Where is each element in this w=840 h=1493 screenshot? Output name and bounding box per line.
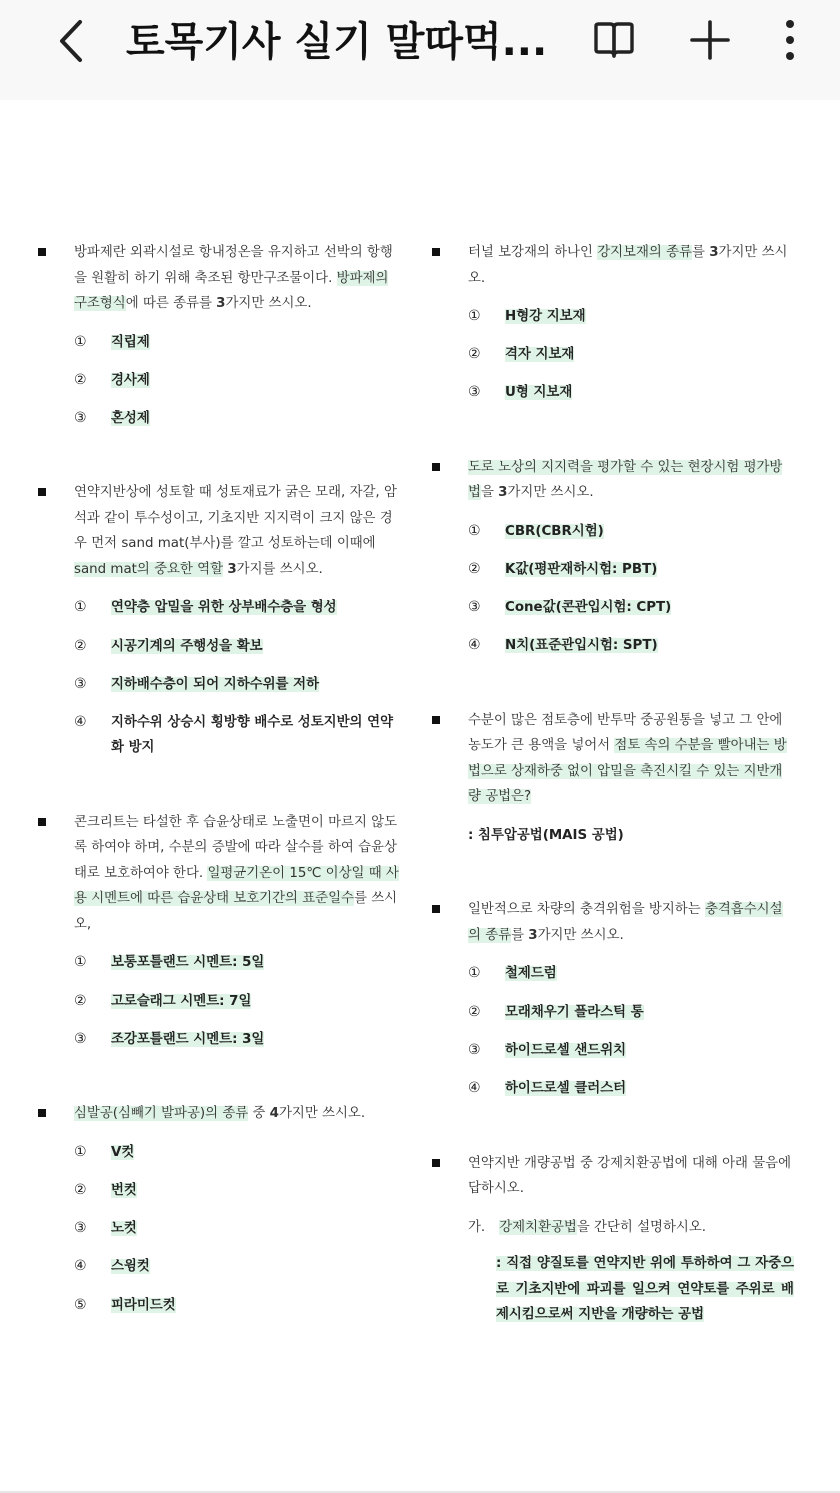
bullet-square-icon — [432, 1159, 440, 1167]
answer-number: ③ — [74, 409, 87, 426]
answer-item — [36, 710, 400, 761]
answer-item — [36, 950, 400, 976]
question-segment: 를 — [511, 927, 529, 943]
answer-item — [36, 1216, 400, 1242]
bullet-square-icon — [432, 248, 440, 256]
left-column — [36, 240, 400, 1367]
bullet-square-icon — [38, 1109, 46, 1117]
answer-item — [430, 304, 794, 330]
highlighted-text: 도로 노상의 지지력을 평가할 수 있는 현장시험 평가방법 — [468, 459, 783, 501]
answer-list — [430, 304, 794, 406]
back-arrow-icon[interactable] — [50, 14, 94, 68]
question-block — [430, 897, 794, 1101]
answer-number: ① — [468, 522, 481, 539]
question-text — [430, 455, 794, 506]
question-segment: 3 — [498, 485, 508, 501]
question-segment: 중 — [248, 1106, 270, 1122]
answer-number: ② — [468, 1003, 481, 1020]
answer-number: ② — [468, 561, 481, 578]
answer-number: ② — [468, 346, 481, 363]
question-segment: 연약지반 개량공법 중 강제치환공법에 대해 아래 물음에 답하시오. — [468, 1155, 792, 1196]
highlighted-text: 강지보재의 종류 — [597, 245, 692, 260]
answer-item — [36, 1140, 400, 1166]
answer-text: 직립제 — [111, 334, 150, 350]
question-text — [430, 708, 794, 810]
answer-item — [430, 1038, 794, 1064]
answer-number: ④ — [468, 637, 481, 654]
answer-number: ① — [74, 954, 87, 971]
question-text — [36, 1101, 400, 1127]
answer-text: 스윙컷 — [111, 1259, 150, 1275]
highlighted-text: 점토 속의 수분을 빨아내는 방법으로 상재하중 없이 압밀을 촉진시킬 수 있는 지반개량 공법은? — [468, 738, 787, 805]
question-text — [430, 1151, 794, 1202]
question-segment: 3 — [227, 561, 237, 577]
answer-item — [36, 1254, 400, 1280]
answer-item — [36, 634, 400, 660]
answer-number: ③ — [468, 1041, 481, 1058]
question-segment: 가지만 쓰시오. — [468, 245, 788, 286]
answer-text: 지하배수층이 되어 지하수위를 저하 — [111, 676, 320, 692]
answer-text: U형 지보재 — [505, 385, 573, 401]
question-text — [36, 480, 400, 582]
answer-text: 지하수위 상승시 횡방향 배수로 성토지반의 연약화 방지 — [111, 714, 394, 756]
answer-text: 연약층 압밀을 위한 상부배수층을 형성 — [111, 600, 337, 616]
answer-number: ③ — [74, 1030, 87, 1047]
answer-number: ① — [468, 965, 481, 982]
highlighted-text: sand mat의 중요한 역할 — [74, 561, 224, 577]
answer-list — [430, 961, 794, 1101]
highlighted-text: 일평균기온이 15℃ 이상일 때 사용 시멘트에 따른 습윤상태 보호기간의 표준일수 — [74, 865, 399, 907]
question-text — [430, 240, 794, 291]
answer-number: ① — [74, 599, 87, 616]
bullet-square-icon — [432, 905, 440, 913]
answer-item — [430, 1076, 794, 1102]
answer-number: ② — [74, 371, 87, 388]
answer-number: ② — [74, 992, 87, 1009]
highlighted-text: 심발공(심빼기 발파공)의 종류 — [74, 1106, 249, 1122]
answer-number: ③ — [74, 1220, 87, 1237]
sub-question — [430, 1215, 794, 1241]
sub-answer — [430, 1251, 794, 1328]
answer-text: CBR(CBR시험) — [505, 523, 604, 539]
answer-item — [430, 380, 794, 406]
answer-number: ① — [468, 308, 481, 324]
more-options-kebab-icon[interactable] — [766, 16, 814, 64]
answer-item — [430, 342, 794, 368]
bullet-square-icon — [38, 818, 46, 826]
right-column — [430, 240, 794, 1377]
question-segment: 가지만 쓰시오. — [225, 296, 312, 311]
answer-item — [36, 330, 400, 356]
answer-item — [36, 595, 400, 621]
question-segment: 일반적으로 차량의 충격위험을 방지하는 — [468, 902, 705, 918]
top-app-bar — [0, 0, 840, 101]
answer-text: 하이드로셀 클러스터 — [505, 1081, 627, 1096]
answer-item — [430, 519, 794, 545]
question-segment: 를 — [692, 245, 710, 260]
answer-item — [36, 1027, 400, 1053]
answer-text: 격자 지보재 — [505, 347, 575, 363]
answer-number: ④ — [468, 1080, 481, 1096]
answer-list — [36, 330, 400, 432]
answer-number: ⑤ — [74, 1296, 87, 1313]
answer-text: : 직접 양질토를 연약지반 위에 투하하여 그 자중으로 기초지반에 파괴를 일으켜 연약토를 주위로 배제시킴으로써 지반을 개량하는 공법 — [496, 1256, 794, 1322]
question-segment: 수분이 많은 점토층에 반투막 중공원통을 넣고 그 안에 농도가 큰 용액을 넣어서 — [468, 712, 783, 754]
question-segment: 를 쓰시오, — [74, 891, 398, 932]
answer-text: Cone값(콘관입시험: CPT) — [505, 600, 672, 616]
answer-text: 혼성제 — [111, 410, 150, 426]
answer-item — [430, 595, 794, 621]
answer-text: 노컷 — [111, 1221, 137, 1237]
answer-item — [430, 633, 794, 659]
question-segment: 4 — [269, 1106, 279, 1122]
question-text — [430, 897, 794, 948]
answer-item — [430, 961, 794, 987]
answer-number: ③ — [468, 599, 481, 616]
answer-number: ① — [74, 333, 87, 350]
answer-text: 보통포틀랜드 시멘트: 5일 — [111, 955, 265, 971]
question-block — [430, 240, 794, 406]
answer-list — [36, 1140, 400, 1318]
bullet-square-icon — [38, 248, 46, 256]
answer-number: ① — [74, 1143, 87, 1160]
question-text — [36, 810, 400, 938]
highlighted-text: 강제치환공법 — [499, 1219, 577, 1235]
sub-question-marker: 가. — [468, 1219, 486, 1235]
answer-text: 경사제 — [111, 372, 150, 388]
answer-list — [430, 519, 794, 659]
question-segment: 터널 보강재의 하나인 — [468, 245, 598, 260]
question-segment: 3 — [216, 296, 226, 311]
question-segment: 콘크리트는 타설한 후 습윤상태로 노출면이 마르지 않도록 하여야 하며, 수분의 증발에 따라 살수를 하여 습윤상태로 보호하여야 한다. — [74, 814, 398, 881]
answer-number: ③ — [74, 675, 87, 692]
answer-text: 피라미드컷 — [111, 1297, 176, 1313]
answer-text: 번컷 — [111, 1183, 137, 1198]
question-block — [430, 1151, 794, 1328]
question-block — [36, 810, 400, 1052]
highlighted-text: 충격흡수시설의 종류 — [468, 902, 783, 943]
document-page — [0, 100, 840, 1493]
answer-text: 모래채우기 플라스틱 통 — [505, 1004, 644, 1020]
question-block — [430, 708, 794, 849]
question-text — [36, 240, 400, 317]
question-segment: 에 따른 종류를 — [125, 296, 217, 311]
question-segment: 을 — [480, 485, 499, 501]
answer-number: ④ — [74, 713, 87, 730]
question-block — [430, 455, 794, 659]
answer-text: 시공기계의 주행성을 확보 — [111, 638, 263, 654]
bullet-square-icon — [432, 463, 440, 471]
answer-text: 고로슬래그 시멘트: 7일 — [111, 993, 252, 1009]
answer-text: 조강포틀랜드 시멘트: 3일 — [111, 1031, 265, 1047]
answer-list — [36, 950, 400, 1052]
question-segment: 가지만 쓰시오. — [507, 485, 594, 501]
answer-item — [430, 557, 794, 583]
answer-number: ② — [74, 637, 87, 654]
answer-list — [36, 595, 400, 761]
answer-item — [36, 368, 400, 394]
question-segment: 가지만 쓰시오. — [278, 1106, 366, 1122]
bullet-square-icon — [38, 488, 46, 496]
answer-item — [36, 989, 400, 1015]
answer-item — [36, 406, 400, 432]
question-segment: 가지만 쓰시오. — [537, 927, 624, 943]
answer-text: H형강 지보재 — [505, 309, 586, 324]
question-segment: 을 간단히 설명하시오. — [576, 1219, 707, 1235]
highlighted-text: 방파제의 구조형식 — [74, 270, 389, 311]
bullet-square-icon — [432, 716, 440, 724]
question-segment: 연약지반상에 성토할 때 성토재료가 굵은 모래, 자갈, 암석과 같이 투수성이고, 기초지반 지지력이 크지 않은 경우 먼저 sand mat(부사)를 깔고 성토하는데 이때에 — [74, 485, 397, 552]
add-plus-icon[interactable] — [686, 16, 734, 64]
answer-text: V컷 — [111, 1144, 135, 1160]
question-segment: 방파제란 외곽시설로 항내정온을 유지하고 선박의 항행을 원활히 하기 위해 축조된 항만구조물이다. — [74, 245, 393, 286]
question-block — [36, 480, 400, 761]
question-block — [36, 240, 400, 431]
answer-item — [36, 1293, 400, 1319]
answer-text: K값(평판재하시험: PBT) — [505, 562, 658, 578]
answer-text: 철제드럼 — [505, 966, 557, 982]
answer-item — [36, 672, 400, 698]
answer-text: 하이드로셀 샌드위치 — [505, 1042, 627, 1058]
document-title: 토목기사 실기 말따먹... — [126, 19, 548, 65]
question-segment: 3 — [709, 245, 719, 260]
answer-number: ③ — [468, 384, 481, 401]
question-segment: 3 — [528, 927, 538, 943]
reading-mode-book-icon[interactable] — [590, 16, 638, 64]
answer-number: ④ — [74, 1258, 87, 1275]
answer-number: ② — [74, 1182, 87, 1198]
question-block — [36, 1101, 400, 1318]
answer-text: : 침투압공법(MAIS 공법) — [468, 827, 624, 843]
answer-item — [36, 1178, 400, 1204]
answer-text: N치(표준관입시험: SPT) — [505, 638, 658, 654]
answer-item — [430, 1000, 794, 1026]
question-segment: 가지를 쓰시오. — [236, 561, 323, 577]
